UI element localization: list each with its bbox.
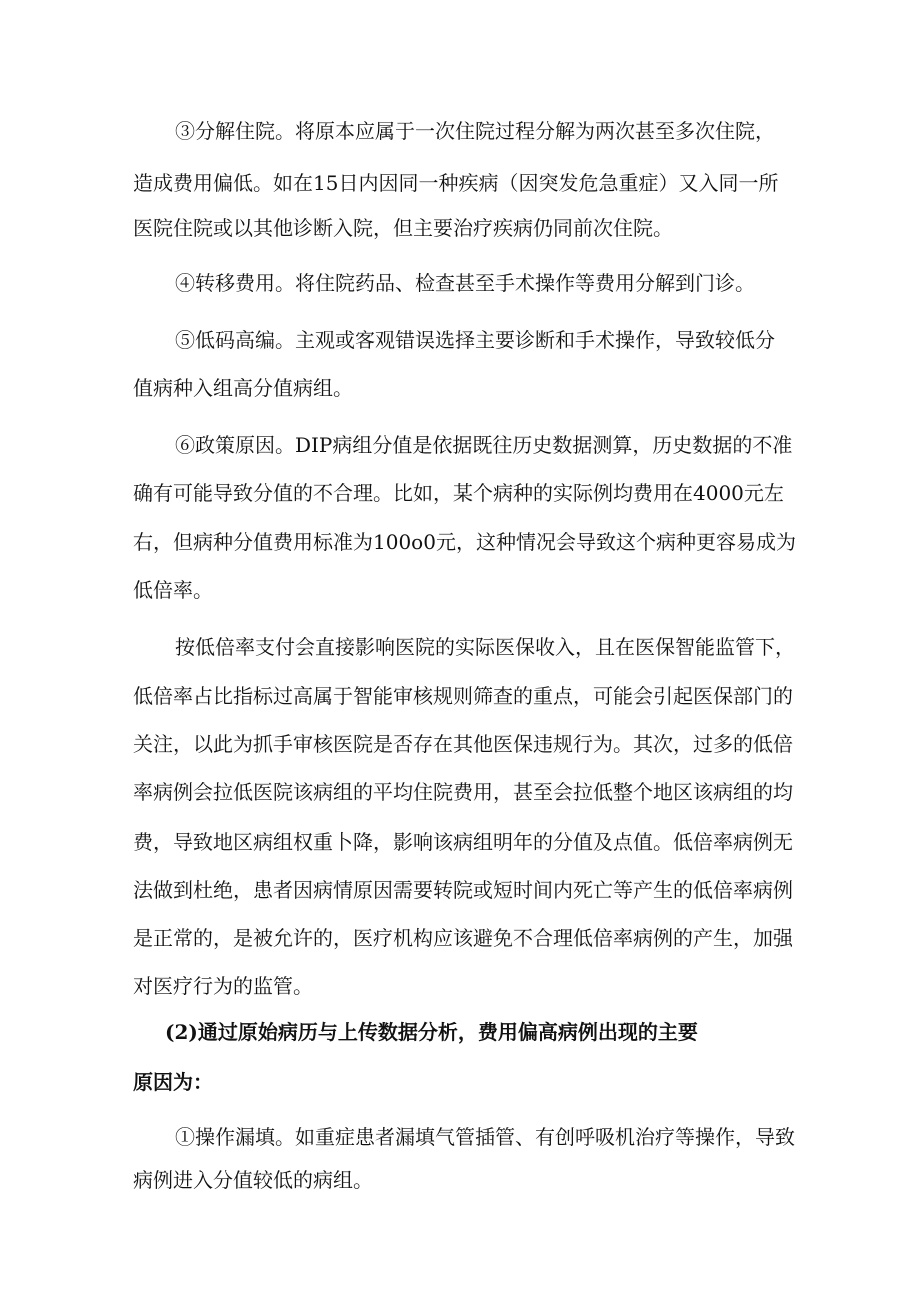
heading-line: (2)通过原始病历与上传数据分析，费用偏高病例出现的主要 — [165, 1020, 698, 1044]
text-line: 造成费用偏低。如在15日内因同一种疾病（因突发危急重症）又入同一所 — [133, 171, 779, 195]
text-line: ⑤低码高编。主观或客观错误选择主要诊断和手术操作，导致较低分 — [175, 328, 775, 352]
text-line: 关注，以此为抓手审核医院是否存在其他医保违规行为。其次，过多的低倍 — [133, 732, 793, 756]
text-line: 医院住院或以其他诊断入院，但主要治疗疾病仍同前次住院。 — [133, 216, 673, 240]
text-line: 值病种入组高分值病组。 — [133, 376, 353, 400]
heading-line: 原因为： — [133, 1070, 213, 1094]
text-line: 右，但病种分值费用标准为100o0元，这种情况会导致这个病种更容易成为 — [133, 530, 796, 554]
text-line: 病例进入分值较低的病组。 — [133, 1168, 373, 1192]
text-line: 确有可能导致分值的不合理。比如，某个病种的实际例均费用在4000元左 — [133, 481, 784, 505]
text-line: ④转移费用。将住院药品、检查甚至手术操作等费用分解到门诊。 — [175, 271, 755, 295]
text-line: 法做到杜绝，患者因病情原因需要转院或短时间内死亡等产生的低倍率病例 — [133, 878, 793, 902]
text-line: 是正常的，是被允许的，医疗机构应该避免不合理低倍率病例的产生，加强 — [133, 926, 793, 950]
text-line: ①操作漏填。如重症患者漏填气管插管、有创呼吸机治疗等操作，导致 — [175, 1125, 795, 1149]
text-line: 低倍率。 — [133, 578, 213, 602]
text-line: 按低倍率支付会直接影响医院的实际医保收入，且在医保智能监管下， — [175, 635, 795, 659]
text-line: 对医疗行为的监管。 — [133, 974, 313, 998]
text-line: 率病例会拉低医院该病组的平均住院费用，甚至会拉低整个地区该病组的均 — [133, 780, 793, 804]
text-line: 费，导致地区病组权重卜降，影响该病组明年的分值及点值。低倍率病例无 — [133, 830, 793, 854]
text-line: ⑥政策原因。DIP病组分值是依据既往历史数据测算，历史数据的不准 — [175, 433, 793, 457]
text-line: 低倍率占比指标过高属于智能审核规则筛查的重点，可能会引起医保部门的 — [133, 684, 793, 708]
text-line: ③分解住院。将原本应属于一次住院过程分解为两次甚至多次住院， — [175, 119, 775, 143]
